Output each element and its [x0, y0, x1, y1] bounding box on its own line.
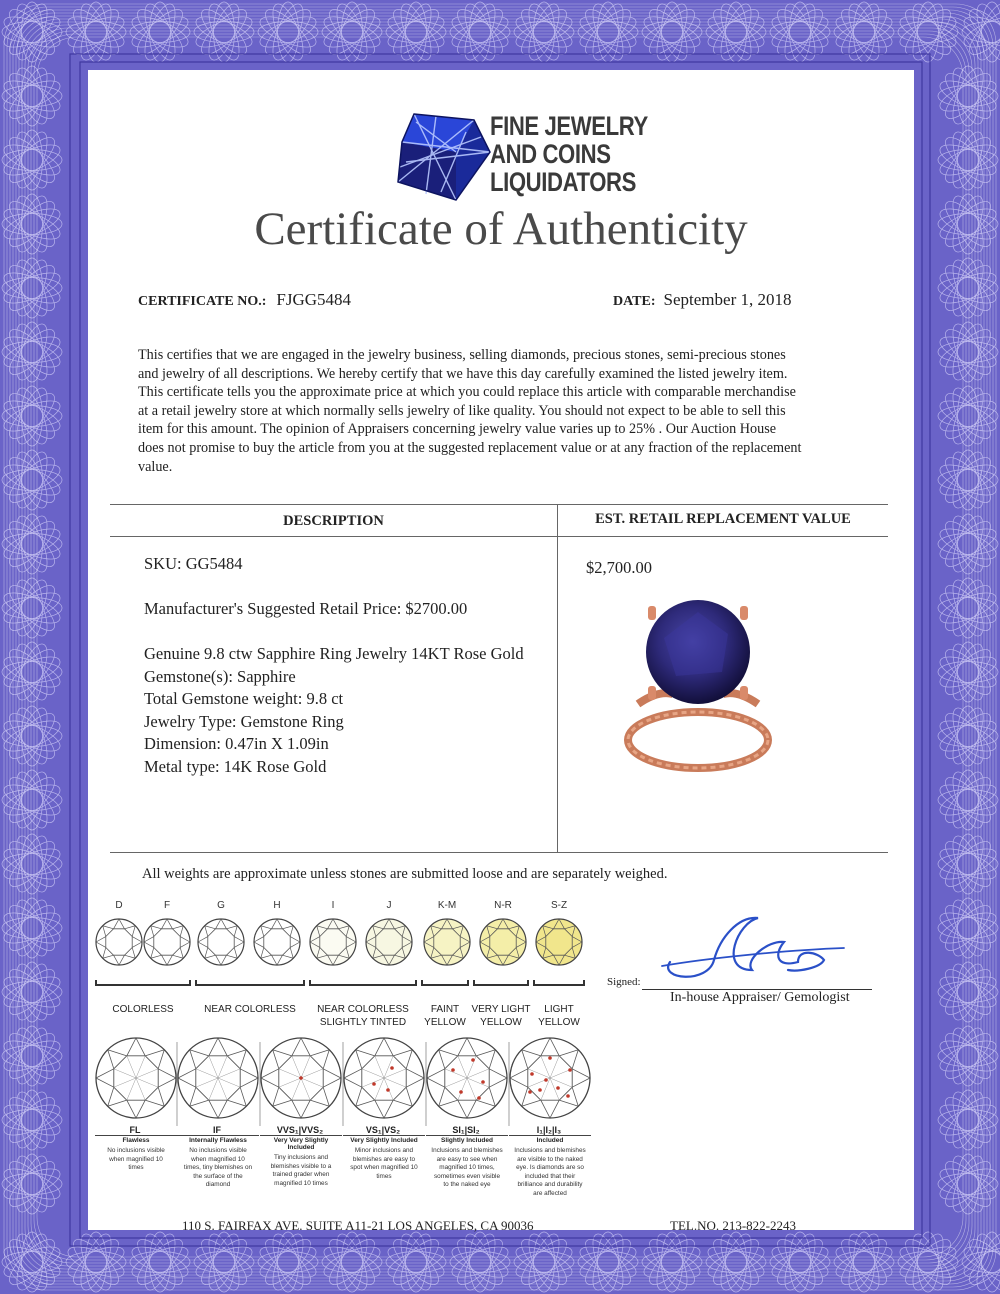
clarity-name: Flawless: [95, 1135, 177, 1144]
clarity-code: VVS₁|VVS₂: [276, 1125, 324, 1135]
color-grade-label: I: [331, 900, 335, 911]
certificate-no-label: CERTIFICATE NO.:: [138, 294, 267, 309]
clarity-code: IF: [213, 1125, 221, 1135]
clarity-description-line: sometimes even visible: [433, 1172, 501, 1180]
clarity-code: I₁|I₂|I₃: [536, 1125, 562, 1135]
clarity-description: [95, 1147, 177, 1173]
color-grade-diamond: [480, 919, 526, 965]
color-category-line: YELLOW: [538, 1017, 580, 1028]
clarity-column: [177, 1125, 259, 1190]
clarity-description-line: when magnified 10: [191, 1155, 245, 1163]
certification-statement: [138, 346, 898, 476]
color-grade-diamond: [366, 919, 412, 965]
clarity-column: [509, 1125, 591, 1199]
clarity-description-line: magnified 10 times,: [439, 1164, 495, 1172]
footer-address: 110 S. FAIRFAX AVE. SUITE A11-21 LOS ANGELES, CA 90036: [182, 1218, 534, 1233]
clarity-description-line: included that their: [524, 1172, 576, 1180]
replacement-value: $2,700.00: [586, 558, 652, 577]
color-grade-diamond: [310, 919, 356, 965]
clarity-description-line: times: [376, 1172, 392, 1180]
clarity-code: SI₁|SI₂: [452, 1125, 480, 1135]
color-grade-diamond: [198, 919, 244, 965]
clarity-description-line: spot when magnified 10: [350, 1164, 418, 1172]
color-scale-diamonds: [88, 918, 608, 988]
color-category-line: VERY LIGHT: [471, 1004, 531, 1015]
clarity-description-line: brilliance and durability: [517, 1181, 583, 1189]
color-grade-label: H: [273, 900, 281, 911]
certificate-no-value: FJGG5484: [276, 290, 351, 309]
statement-line: and jewelry of all descriptions. We hereby certify that we have this day carefully examined the listed jewelry item.: [138, 365, 788, 382]
clarity-description-line: Inclusions and blemishes: [514, 1147, 586, 1154]
color-grade-diamond: [536, 919, 582, 965]
detail-line: Gemstone(s): Sapphire: [144, 666, 296, 686]
clarity-grade-diamond: [178, 1038, 258, 1118]
clarity-column: [95, 1125, 177, 1173]
color-grade-diamond: [144, 919, 190, 965]
company-logo-text: [490, 112, 648, 196]
clarity-description-line: diamond: [205, 1181, 231, 1189]
date-value: September 1, 2018: [663, 290, 792, 309]
color-grade-label: S-Z: [550, 900, 568, 911]
detail-line: Metal type: 14K Rose Gold: [144, 756, 327, 776]
detail-line: Total Gemstone weight: 9.8 ct: [144, 689, 344, 709]
color-grade-label: D: [115, 900, 123, 911]
color-grade-diamond: [424, 919, 470, 965]
clarity-description-line: magnified 10 times: [274, 1179, 328, 1187]
gem-logo-icon: [396, 112, 492, 202]
color-grade-diamond: [96, 919, 142, 965]
clarity-name: Very Very Slightly Included: [260, 1135, 342, 1151]
clarity-description: [177, 1147, 259, 1190]
clarity-description: [260, 1154, 342, 1188]
color-category-line: COLORLESS: [112, 1004, 174, 1015]
color-category: [86, 1003, 200, 1016]
color-grade-label: J: [386, 900, 392, 911]
color-category: [186, 1003, 314, 1016]
clarity-description: [426, 1147, 508, 1190]
color-grade-label: N-R: [494, 900, 512, 911]
clarity-description-line: are easy to see when: [436, 1155, 498, 1163]
sku: SKU: GG5484: [144, 554, 243, 573]
clarity-name: Internally Flawless: [177, 1135, 259, 1144]
clarity-description-line: the surface of the: [193, 1172, 243, 1180]
clarity-grade-diamond: [510, 1038, 590, 1118]
sapphire-ring-image: [618, 594, 778, 776]
color-categories: [88, 1003, 608, 1033]
clarity-description-line: No inclusions visible: [189, 1147, 247, 1154]
clarity-description-line: blemishes are easy to: [352, 1155, 416, 1163]
msrp: Manufacturer's Suggested Retail Price: $2700.00: [144, 599, 468, 618]
clarity-description-line: Inclusions and blemishes: [431, 1147, 503, 1154]
signed-label: Signed:: [607, 976, 641, 988]
clarity-scale-diamonds: [88, 1032, 608, 1128]
color-category-line: SLIGHTLY TINTED: [319, 1017, 407, 1028]
color-grade-label: K-M: [437, 900, 457, 911]
logo-line-2: AND COINS: [490, 139, 611, 169]
description-header: DESCRIPTION: [283, 513, 384, 529]
color-category: [300, 1003, 426, 1029]
color-grade-label: G: [217, 900, 225, 911]
clarity-description: [343, 1147, 425, 1181]
color-grade-label: F: [163, 900, 171, 911]
certificate-sheet: [88, 70, 914, 1233]
clarity-description-line: are affected: [533, 1189, 567, 1197]
clarity-description-line: Minor inclusions and: [354, 1147, 414, 1154]
clarity-description-line: trained grader when: [272, 1171, 330, 1179]
color-category-line: FAINT: [430, 1004, 460, 1015]
detail-line: Genuine 9.8 ctw Sapphire Ring Jewelry 14KT Rose Gold: [144, 644, 524, 663]
color-category-line: YELLOW: [480, 1017, 522, 1028]
clarity-description-line: eye. Is diamonds are so: [516, 1164, 584, 1172]
statement-line: value.: [138, 458, 173, 475]
statement-line: item for this amount. The opinion of Appraisers concerning jewelry value varies up to 25% . Our Auction House: [138, 421, 777, 438]
color-category-line: NEAR COLORLESS: [317, 1004, 409, 1015]
clarity-description-line: No inclusions visible: [107, 1147, 165, 1154]
clarity-description-line: times: [128, 1164, 144, 1172]
color-category-line: NEAR COLORLESS: [204, 1004, 296, 1015]
clarity-description-line: times, tiny blemishes on: [183, 1164, 253, 1172]
clarity-name: Included: [509, 1135, 591, 1144]
color-grade-diamond: [254, 919, 300, 965]
clarity-code: VS₁|VS₂: [365, 1125, 401, 1135]
statement-line: This certifies that we are engaged in the jewelry business, selling diamonds, precious stones, semi-precious stones: [138, 347, 786, 363]
clarity-grade-diamond: [96, 1038, 176, 1118]
clarity-description-line: Tiny inclusions and: [273, 1154, 329, 1161]
detail-line: Jewelry Type: Gemstone Ring: [144, 711, 344, 731]
value-header: EST. RETAIL REPLACEMENT VALUE: [595, 511, 851, 527]
logo-line-1: FINE JEWELRY: [490, 111, 648, 141]
clarity-grade-diamond: [427, 1038, 507, 1118]
item-details: [144, 643, 524, 779]
clarity-name: Slightly Included: [426, 1135, 508, 1144]
page-title: Certificate of Authenticity: [254, 203, 748, 255]
color-category-line: YELLOW: [424, 1017, 466, 1028]
weights-note: All weights are approximate unless stones are submitted loose and are separately weighed.: [142, 866, 668, 882]
clarity-description-line: to the naked eye: [443, 1181, 491, 1189]
clarity-column: [260, 1125, 342, 1188]
logo-line-3: LIQUIDATORS: [490, 167, 636, 197]
clarity-column: [426, 1125, 508, 1190]
clarity-scale: [88, 1125, 608, 1215]
statement-line: does not promise to buy the article from you at the suggested replacement value or at any fraction of the replacement: [138, 439, 802, 456]
detail-line: Dimension: 0.47in X 1.09in: [144, 734, 329, 754]
clarity-description-line: blemishes visible to a: [270, 1162, 332, 1170]
clarity-code: FL: [129, 1125, 141, 1135]
clarity-description-line: are visible to the naked: [517, 1155, 583, 1163]
appraiser-title: In-house Appraiser/ Gemologist: [670, 990, 850, 1005]
clarity-description: [509, 1147, 591, 1199]
footer-phone: TEL.NO. 213-822-2243: [670, 1218, 797, 1233]
statement-line: at a retail jewelry store at which normally sells jewelry of like quality. You should not expect to be able to sell this: [138, 402, 786, 419]
color-category-line: LIGHT: [544, 1004, 574, 1015]
clarity-grade-diamond: [261, 1038, 341, 1118]
clarity-name: Very Slightly Included: [343, 1135, 425, 1144]
clarity-column: [343, 1125, 425, 1181]
handwritten-signature: [648, 910, 848, 990]
clarity-description-line: when magnified 10: [109, 1155, 163, 1163]
statement-line: This certificate tells you the approximate price at which you could replace this article with comparable merchandise: [138, 384, 796, 401]
clarity-grade-diamond: [344, 1038, 424, 1118]
color-category: [524, 1003, 594, 1029]
date-label: DATE:: [613, 294, 656, 309]
